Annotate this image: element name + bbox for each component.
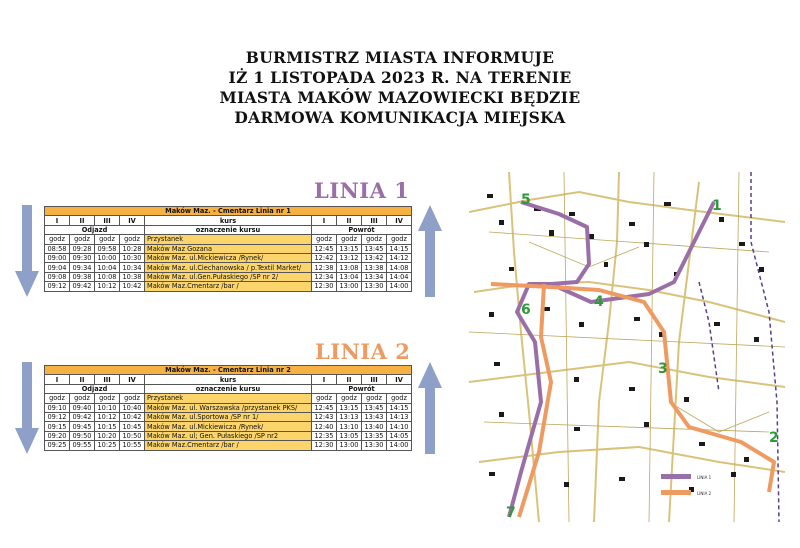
legend-swatch-linia-1 (661, 474, 691, 479)
course-number: IV (387, 216, 412, 225)
departure-time: 09:50 (70, 431, 95, 440)
stop-name: Maków Maz. ul.Mickiewicza /Rynek/ (145, 253, 312, 262)
godz-header: godz (120, 394, 145, 403)
departure-time: 09:42 (70, 412, 95, 421)
departure-time: 10:25 (95, 441, 120, 450)
linia-1-title: LINIA 1 (314, 178, 410, 203)
departure-time: 09:08 (45, 272, 70, 281)
return-time: 13:05 (337, 431, 362, 440)
departure-time: 10:15 (95, 422, 120, 431)
departure-time: 10:30 (120, 253, 145, 262)
return-time: 14:15 (387, 403, 412, 412)
legend-label-linia-1: LINIA 1 (697, 475, 712, 480)
return-time: 13:38 (362, 263, 387, 272)
legend-label-linia-2: LINIA 2 (697, 491, 712, 496)
return-time: 14:00 (387, 282, 412, 291)
return-time: 13:43 (362, 412, 387, 421)
departure-time: 09:10 (45, 403, 70, 412)
departure-time: 09:15 (45, 422, 70, 431)
godz-header: godz (45, 394, 70, 403)
departure-time: 10:50 (120, 431, 145, 440)
departure-time: 10:42 (120, 412, 145, 421)
course-number: II (337, 216, 362, 225)
departure-time: 09:38 (70, 272, 95, 281)
stop-number: 1 (712, 198, 722, 214)
departure-time: 09:45 (70, 422, 95, 431)
return-time: 13:30 (362, 282, 387, 291)
course-number: II (337, 375, 362, 384)
stop-name: Maków Maz. ul.Mickiewicza /Rynek/ (145, 422, 312, 431)
oznaczenie-header: oznaczenie kursu (145, 384, 312, 393)
return-time: 14:12 (387, 253, 412, 262)
return-time: 14:00 (387, 441, 412, 450)
departure-time: 08:58 (45, 244, 70, 253)
arrow-up-icon (418, 205, 442, 297)
table-row (45, 412, 412, 421)
departure-time: 09:12 (45, 412, 70, 421)
course-number: III (95, 375, 120, 384)
return-time: 12:45 (312, 244, 337, 253)
departure-time: 09:30 (70, 253, 95, 262)
course-number: I (45, 216, 70, 225)
godz-header: godz (95, 394, 120, 403)
oznaczenie-header: oznaczenie kursu (145, 225, 312, 234)
timetable-title: Maków Maz. - Cmentarz Linia nr 2 (45, 366, 412, 375)
stop-name: Maków Maz. ul.Gen.Pułaskiego /SP nr 2/ (145, 272, 312, 281)
godz-header: godz (312, 394, 337, 403)
departure-time: 10:28 (120, 244, 145, 253)
departure-time: 10:40 (120, 403, 145, 412)
return-time: 13:35 (362, 431, 387, 440)
table-row (45, 282, 412, 291)
kurs-header: kurs (145, 216, 312, 225)
route-map (469, 172, 785, 522)
godz-header: godz (95, 235, 120, 244)
arrow-down-icon (15, 205, 39, 297)
departure-time: 09:00 (45, 253, 70, 262)
przystanek-header: Przystanek (145, 235, 312, 244)
departure-time: 10:55 (120, 441, 145, 450)
table-row (45, 422, 412, 431)
godz-header: godz (362, 235, 387, 244)
arrow-up-icon (418, 362, 442, 454)
table-row (45, 403, 412, 412)
course-number: IV (120, 216, 145, 225)
godz-header: godz (387, 394, 412, 403)
headline (130, 48, 670, 128)
godz-header: godz (45, 235, 70, 244)
return-time: 13:10 (337, 422, 362, 431)
odjazd-header: Odjazd (45, 225, 145, 234)
stop-name: Maków Maz.Cmentarz /bar / (145, 282, 312, 291)
course-number: III (362, 375, 387, 384)
table-row (45, 272, 412, 281)
godz-header: godz (337, 235, 362, 244)
arrow-down-icon (15, 362, 39, 454)
table-row (45, 263, 412, 272)
return-time: 14:13 (387, 412, 412, 421)
godz-header: godz (70, 394, 95, 403)
departure-time: 10:00 (95, 253, 120, 262)
stop-name: Maków Maz. ul.Ciechanowska / p.Textil Market/ (145, 263, 312, 272)
table-row (45, 441, 412, 450)
departure-time: 09:34 (70, 263, 95, 272)
departure-time: 10:34 (120, 263, 145, 272)
godz-header: godz (120, 235, 145, 244)
return-time: 12:30 (312, 441, 337, 450)
course-number: II (70, 375, 95, 384)
godz-header: godz (387, 235, 412, 244)
departure-time: 10:04 (95, 263, 120, 272)
timetable-linia-2 (44, 365, 412, 451)
stop-number: 5 (521, 192, 531, 208)
legend-swatch-linia-2 (661, 490, 691, 495)
departure-time: 10:45 (120, 422, 145, 431)
departure-time: 10:42 (120, 282, 145, 291)
return-time: 14:15 (387, 244, 412, 253)
departure-time: 10:38 (120, 272, 145, 281)
departure-time: 09:28 (70, 244, 95, 253)
stop-name: Maków Maz.Cmentarz /bar / (145, 441, 312, 450)
departure-time: 10:12 (95, 282, 120, 291)
stop-number: 6 (521, 302, 531, 318)
headline-line-3: MIASTA MAKÓW MAZOWIECKI BĘDZIE (219, 88, 581, 107)
table-row (45, 253, 412, 262)
departure-time: 10:10 (95, 403, 120, 412)
return-time: 14:08 (387, 263, 412, 272)
godz-header: godz (337, 394, 362, 403)
return-time: 13:45 (362, 244, 387, 253)
return-time: 12:42 (312, 253, 337, 262)
table-row (45, 431, 412, 440)
departure-time: 10:20 (95, 431, 120, 440)
course-number: II (70, 216, 95, 225)
return-time: 13:42 (362, 253, 387, 262)
departure-time: 09:55 (70, 441, 95, 450)
godz-header: godz (312, 235, 337, 244)
departure-time: 09:58 (95, 244, 120, 253)
powrot-header: Powrót (312, 384, 412, 393)
return-time: 13:13 (337, 412, 362, 421)
departure-time: 09:20 (45, 431, 70, 440)
departure-time: 09:25 (45, 441, 70, 450)
course-number: IV (387, 375, 412, 384)
return-time: 13:15 (337, 244, 362, 253)
course-number: I (312, 216, 337, 225)
powrot-header: Powrót (312, 225, 412, 234)
kurs-header: kurs (145, 375, 312, 384)
stop-number: 4 (594, 294, 604, 310)
stop-number: 3 (658, 361, 668, 377)
return-time: 12:45 (312, 403, 337, 412)
stop-name: Maków Maz. ul.Sportowa /SP nr 1/ (145, 412, 312, 421)
course-number: IV (120, 375, 145, 384)
return-time: 13:08 (337, 263, 362, 272)
stop-name: Maków Maz Gozana (145, 244, 312, 253)
return-time: 14:05 (387, 431, 412, 440)
headline-line-4: DARMOWA KOMUNIKACJA MIEJSKA (234, 108, 566, 127)
return-time: 14:04 (387, 272, 412, 281)
return-time: 13:00 (337, 282, 362, 291)
departure-time: 10:12 (95, 412, 120, 421)
return-time: 12:30 (312, 282, 337, 291)
headline-line-2: IŻ 1 LISTOPADA 2023 R. NA TERENIE (228, 68, 572, 87)
return-time: 12:38 (312, 263, 337, 272)
return-time: 13:45 (362, 403, 387, 412)
course-number: III (362, 216, 387, 225)
stop-number: 2 (769, 430, 779, 446)
table-row (45, 244, 412, 253)
linia-2-title: LINIA 2 (315, 339, 411, 364)
przystanek-header: Przystanek (145, 394, 312, 403)
return-time: 13:40 (362, 422, 387, 431)
departure-time: 10:08 (95, 272, 120, 281)
course-number: III (95, 216, 120, 225)
headline-line-1: BURMISTRZ MIASTA INFORMUJE (245, 48, 555, 67)
return-time: 13:34 (362, 272, 387, 281)
return-time: 12:43 (312, 412, 337, 421)
timetable-title: Maków Maz. - Cmentarz Linia nr 1 (45, 207, 412, 216)
return-time: 12:35 (312, 431, 337, 440)
return-time: 12:40 (312, 422, 337, 431)
departure-time: 09:42 (70, 282, 95, 291)
return-time: 13:00 (337, 441, 362, 450)
stop-number: 7 (506, 505, 516, 521)
return-time: 13:30 (362, 441, 387, 450)
godz-header: godz (362, 394, 387, 403)
return-time: 13:15 (337, 403, 362, 412)
odjazd-header: Odjazd (45, 384, 145, 393)
stop-name: Maków Maz. ul; Gen. Pułaskiego /SP nr2 (145, 431, 312, 440)
course-number: I (45, 375, 70, 384)
return-time: 13:04 (337, 272, 362, 281)
course-number: I (312, 375, 337, 384)
return-time: 12:34 (312, 272, 337, 281)
timetable-linia-1 (44, 206, 412, 292)
return-time: 13:12 (337, 253, 362, 262)
departure-time: 09:04 (45, 263, 70, 272)
return-time: 14:10 (387, 422, 412, 431)
departure-time: 09:40 (70, 403, 95, 412)
departure-time: 09:12 (45, 282, 70, 291)
godz-header: godz (70, 235, 95, 244)
stop-name: Maków Maz. ul. Warszawska /przystanek PKS/ (145, 403, 312, 412)
